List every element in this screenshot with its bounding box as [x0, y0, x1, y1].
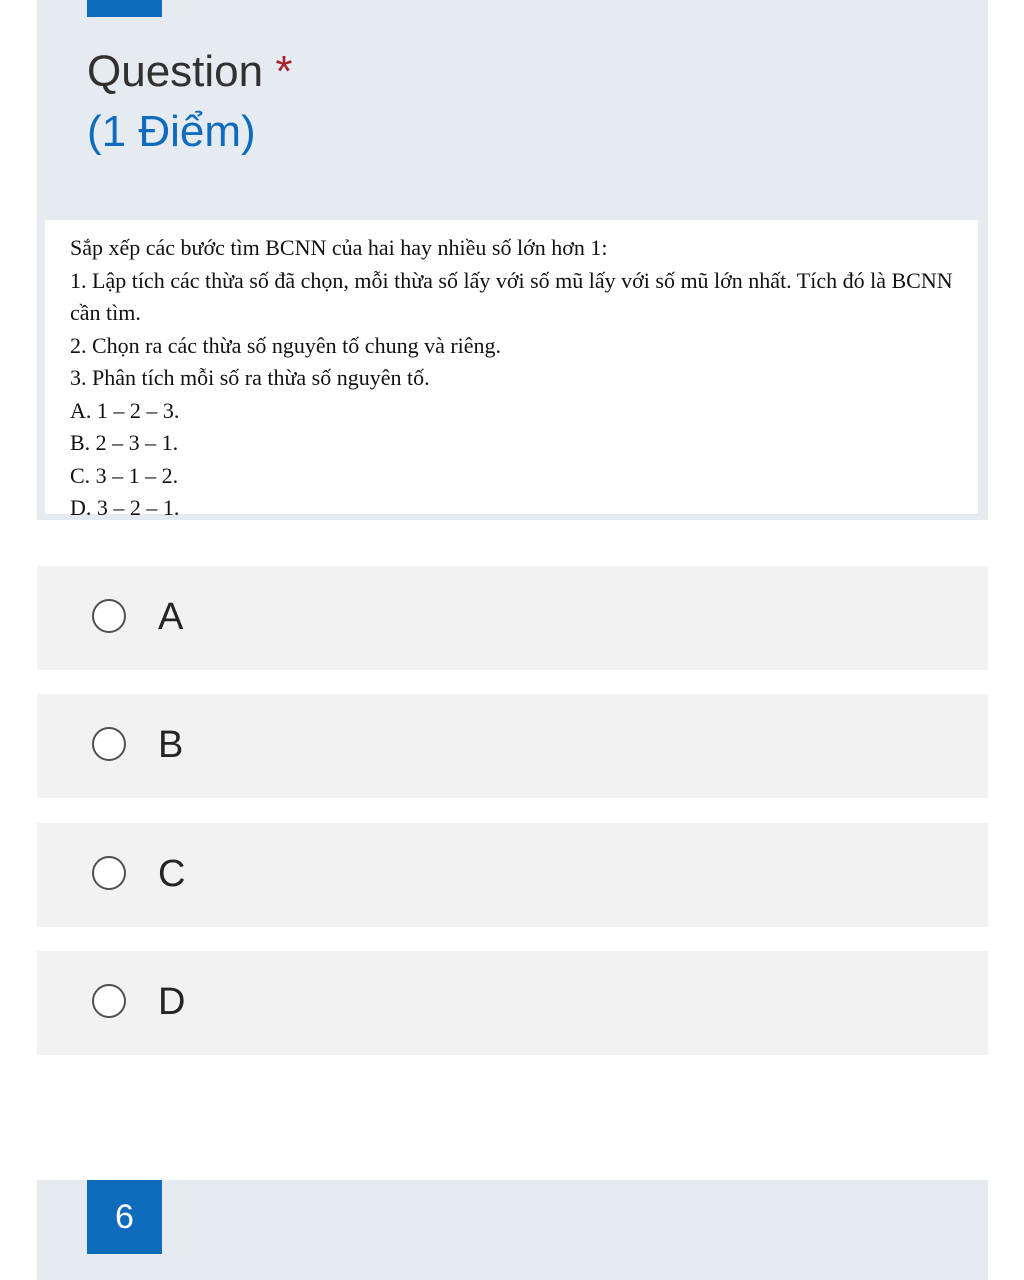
question-body [45, 220, 978, 520]
question-option-b: B. 2 – 3 – 1. [70, 430, 179, 455]
radio-button-icon[interactable] [92, 727, 126, 761]
question-option-d: D. 3 – 2 – 1. [70, 495, 180, 520]
choice-d[interactable] [37, 951, 988, 1055]
question-step-2: 2. Chọn ra các thừa số nguyên tố chung và riêng. [70, 332, 502, 358]
radio-button-icon[interactable] [92, 856, 126, 890]
choice-label: A [158, 596, 184, 638]
choice-label: D [158, 981, 186, 1023]
choice-label: C [158, 853, 186, 895]
question-title [87, 44, 292, 100]
next-question-card [37, 1180, 988, 1280]
question-option-c: C. 3 – 1 – 2. [70, 462, 179, 488]
choice-b[interactable] [37, 694, 988, 798]
choice-a[interactable] [37, 566, 988, 670]
radio-button-icon[interactable] [92, 599, 126, 633]
question-intro: Sắp xếp các bước tìm BCNN của hai hay nhiều số lớn hơn 1: [70, 235, 608, 260]
radio-button-icon[interactable] [92, 984, 126, 1018]
question-points: (1 Điểm) [87, 107, 256, 156]
question-number-badge [87, 0, 162, 17]
question-option-a: A. 1 – 2 – 3. [70, 397, 180, 423]
next-question-number-badge: 6 [87, 1180, 162, 1254]
question-step-1: 1. Lập tích các thừa số đã chọn, mỗi thừa số lấy với số mũ lấy với số mũ lớn nhất. Tích đó là BCNN cần tìm. [70, 267, 953, 325]
question-step-3: 3. Phân tích mỗi số ra thừa số nguyên tố. [70, 365, 430, 390]
choice-label: B [158, 724, 184, 766]
question-title-text: Question [87, 47, 264, 96]
required-asterisk: * [275, 47, 293, 96]
choice-c[interactable] [37, 823, 988, 927]
